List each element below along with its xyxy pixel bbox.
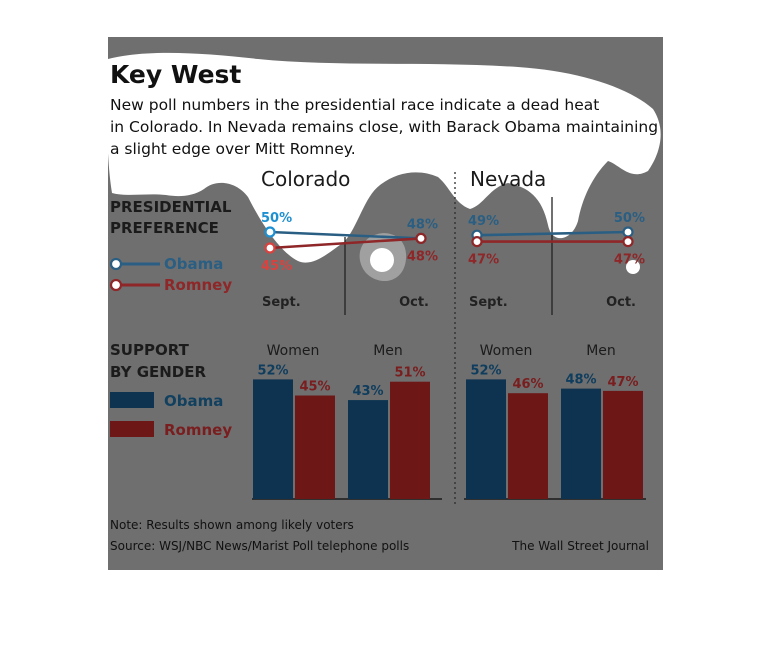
data-label: 50% [613,211,645,226]
line-x-tick-label: Oct. [606,295,636,310]
preference-heading-1: PRESIDENTIAL [110,198,232,216]
legend-romney-bar [110,421,232,439]
data-point [624,228,633,237]
footer-credit: The Wall Street Journal [512,539,649,553]
subtitle-line-2: in Colorado. In Nevada remains close, with Barack Obama maintaining [110,118,659,136]
line-x-tick-label: Sept. [262,295,301,310]
line-chart-title: Colorado [261,167,351,191]
data-label: 47% [613,252,645,268]
data-label: 50% [261,211,293,226]
bar-romney [390,382,430,499]
legend-obama-line-label: Obama [164,255,224,273]
bar-value-label: 47% [607,374,639,390]
bar-obama [466,379,506,499]
data-label: 48% [406,217,438,233]
legend-romney-line [111,276,232,294]
bar-romney [508,393,548,499]
legend-obama-marker-icon [111,259,121,269]
data-label: 45% [261,259,293,274]
legend-romney-bar-label: Romney [164,421,233,439]
bar-category-label: Women [266,343,320,359]
legend-obama-swatch [110,392,154,408]
legend-obama-bar-label: Obama [164,392,224,410]
legend-obama-bar [110,392,223,410]
bar-value-label: 48% [565,372,597,388]
infographic-canvas [108,37,663,570]
bar-obama [253,379,293,499]
data-point [266,228,275,237]
data-label: 47% [468,252,500,268]
bar-value-label: 46% [512,377,544,393]
legend-romney-swatch [110,421,154,437]
line-chart-title: Nevada [470,167,547,191]
data-point [473,237,482,246]
bar-romney [603,391,643,499]
gender-heading-1: SUPPORT [110,341,189,359]
gender-heading-2: BY GENDER [110,363,207,381]
legend-romney-marker-icon [111,280,121,290]
overlay-hole-1 [370,248,394,272]
bar-value-label: 52% [470,363,502,379]
bar-obama [561,389,601,499]
subtitle-line-1: New poll numbers in the presidential race indicate a dead heat [110,96,600,114]
footer-source: Source: WSJ/NBC News/Marist Poll telephone polls [110,539,410,553]
infographic-card [108,37,663,570]
series-line-obama [477,232,628,235]
bar-value-label: 43% [352,384,384,400]
bar-romney [295,396,335,500]
footer-note: Note: Results shown among likely voters [110,518,354,532]
line-x-tick-label: Sept. [469,295,508,310]
bar-chart-nevada [466,343,643,499]
bar-value-label: 45% [299,379,331,395]
preference-heading-2: PREFERENCE [110,219,219,237]
data-label: 49% [468,214,500,230]
data-label: 48% [406,249,438,265]
bar-value-label: 52% [257,363,289,379]
bar-value-label: 51% [394,365,426,381]
subtitle-line-3: a slight edge over Mitt Romney. [110,140,356,158]
bar-obama [348,400,388,499]
data-point [417,234,426,243]
legend-romney-line-label: Romney [164,276,233,294]
bar-category-label: Men [586,343,616,359]
page-title: Key West [110,60,242,89]
bar-chart-colorado [253,343,430,499]
data-point [624,237,633,246]
bar-category-label: Men [373,343,403,359]
data-point [266,244,275,253]
bar-charts [253,343,643,499]
line-x-tick-label: Oct. [399,295,429,310]
bar-category-label: Women [479,343,533,359]
legend-obama-line [111,255,223,273]
